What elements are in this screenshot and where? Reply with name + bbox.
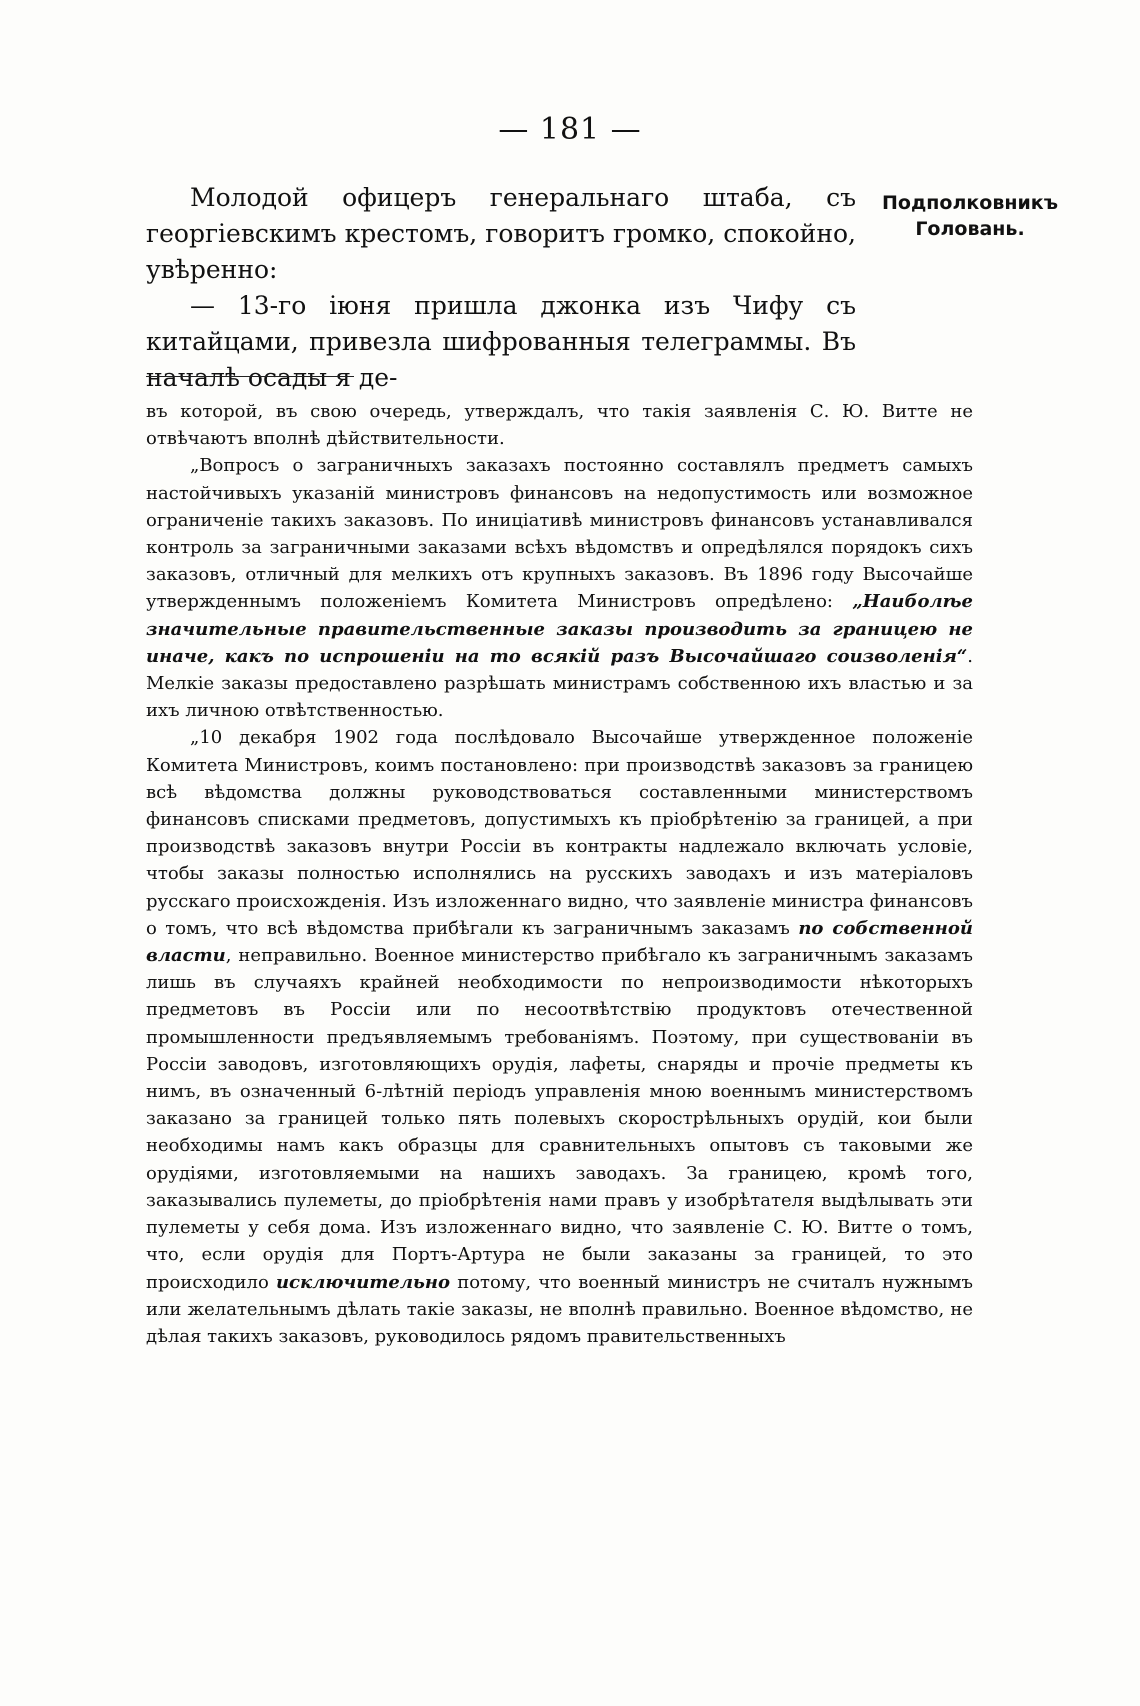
footnote-paragraph-1: въ которой, въ свою очередь, утверждалъ, что такія заявленія С. Ю. Витте не отвѣчаютъ вполнѣ дѣйствительности. bbox=[146, 401, 973, 450]
footnote-separator bbox=[146, 376, 354, 377]
page-number: — 181 — bbox=[498, 112, 642, 147]
footnote-p3-text-a: „10 декабря 1902 года послѣдовало Высочайше утвержденное положеніе Комитета Министровъ, коимъ постановлено: при производствѣ заказовъ за границею всѣ вѣдомства должны руководствоваться составленными министерствомъ финансовъ списками предметовъ, допустимыхъ къ пріобрѣтенію за границей, а при производствѣ заказовъ внутри Россіи въ контракты надлежало включать условіе, чтобы заказы полностью исполнялись на русскихъ заводахъ и изъ матеріаловъ русскаго происхожденія. Изъ изложеннаго видно, что заявленіе министра финансовъ о томъ, что всѣ вѣдомства прибѣгали къ заграничнымъ заказамъ bbox=[146, 727, 973, 939]
footnote-p3-text-b: , неправильно. Военное министерство прибѣгало къ заграничнымъ заказамъ лишь въ случаяхъ крайней необходимоcти по непроизводимости нѣкоторыхъ предметовъ въ Россіи или по несоотвѣтствію продуктовъ отечественной промышленности предъявляемымъ требованіямъ. Поэтому, при существованіи въ Россіи заводовъ, изготовляющихъ орудія, лафеты, снаряды и прочіе предметы къ нимъ, въ означенный 6-лѣтній періодъ управленія мною военнымъ министерствомъ заказано за границей только пять полевыхъ скорострѣльныхъ орудій, кои были необходимы намъ какъ образцы для сравнительныхъ опытовъ съ таковыми же орудіями, изготовляемыми на нашихъ заводахъ. За границею, кромѣ того, заказывались пулеметы, до пріобрѣтенія нами правъ у изобрѣтателя выдѣлывать эти пулеметы у себя дома. Изъ изложеннаго видно, что заявленіе С. Ю. Витте о томъ, что, если орудія для Портъ-Артура не были заказаны за границей, то это происходило bbox=[146, 945, 973, 1293]
main-paragraph-1: Молодой офицеръ генеральнаго штаба, съ георгіевскимъ крестомъ, говоритъ громко, спокойно, увѣренно: bbox=[146, 183, 856, 284]
footnote-p3-emphasis-2: исключительно bbox=[275, 1271, 451, 1293]
main-paragraph-2: — 13-го іюня пришла джонка изъ Чифу съ китайцами, привезла шифрованныя телеграммы. Въ началѣ осады я де- bbox=[146, 291, 856, 392]
footnote-paragraph-2 bbox=[146, 452, 973, 724]
main-text bbox=[146, 180, 856, 396]
footnote-p3-emphasis-1: по собственной власти bbox=[146, 917, 973, 967]
footnote-p2-quote: „Наиболѣе значительные правительственные заказы производить за границею не иначе, какъ по испрошеніи на то всякій разъ Высочайшаго соизволенія“ bbox=[146, 591, 973, 667]
footnote-p2-text-a: „Вопросъ о заграничныхъ заказахъ постоянно составлялъ предметъ самыхъ настойчивыхъ указаній министровъ финансовъ на недопустимость или возможное ограниченіе такихъ заказовъ. По иниціативѣ министровъ финансовъ устанавливался контроль за заграничными заказами всѣхъ вѣдомствъ и опредѣлялся порядокъ сихъ заказовъ, отличный для мелкихъ отъ крупныхъ заказовъ. Въ 1896 году Высочайше утвержденнымъ положеніемъ Комитета Министровъ опредѣлено: bbox=[146, 455, 973, 613]
footnote bbox=[146, 398, 973, 1350]
footnote-p2-text-b: . Мелкіе заказы предоставлено разрѣшать министрамъ собственною ихъ властью и за ихъ личною отвѣтственностью. bbox=[146, 645, 973, 722]
footnote-p3-text-c: потому, что военный министръ не считалъ нужнымъ или желательнымъ дѣлать такіе заказы, не вполнѣ правильно. Военное вѣдомство, не дѣлая такихъ заказовъ, руководилось рядомъ правительственныхъ bbox=[146, 1271, 974, 1347]
margin-note bbox=[870, 190, 1070, 242]
footnote-paragraph-3 bbox=[146, 724, 973, 1350]
margin-note-name: Головань. bbox=[915, 218, 1025, 240]
margin-note-title: Подполковникъ bbox=[882, 192, 1058, 214]
